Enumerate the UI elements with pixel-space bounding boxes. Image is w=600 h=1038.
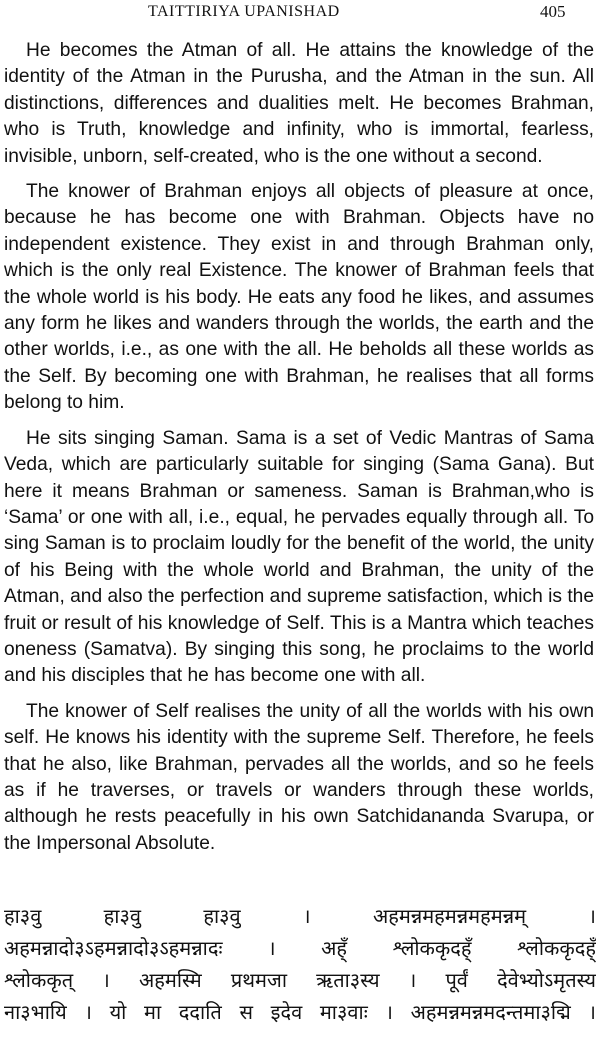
- body-text: [4, 38, 594, 866]
- running-title: TAITTIRIYA UPANISHAD: [148, 3, 340, 20]
- sanskrit-line: हा३वु हा३वु हा३वु । अहमन्नमहमन्नमहमन्नम् ।: [4, 904, 596, 928]
- sanskrit-line: अहमन्नादो३ऽहमन्नादो३ऽहमन्नादः । अह्ँ श्लोककृदह्ँ श्लोककृदह्ँ: [4, 936, 596, 960]
- paragraph-knower-of-self: The knower of Self realises the unity of all the worlds with his own self. He knows his identity with the supreme Self. Therefore, he feels that he also, like Brahman, pervades all the worlds, and so he feels as if he traverses, or travels or wanders through these worlds, although he rests peacefully in his own Satchidananda Svarupa, or the Impersonal Absolute.: [4, 700, 594, 854]
- paragraph-singing-saman: He sits singing Saman. Sama is a set of Vedic Mantras of Sama Veda, which are particularly suitable for singing (Sama Gana). But here it means Brahman or sameness. Saman is Brahman,who is ‘Sama’ or one with all, i.e., equal, he pervades equally through all. To sing Saman is to proclaim loudly for the benefit of the world, the unity of his Being with the whole world and Brahman, the unity of the Atman, and also the perfection and supreme satisfaction, which is the fruit or result of his knowledge of Self. This is a Mantra which teaches oneness (Samatva). By singing this song, he proclaims to the world and his disciples that he has become one with all.: [4, 427, 594, 687]
- sanskrit-line: ना३भायि । यो मा ददाति स इदेव मा३वाः । अहमन्नमन्नमदन्तमा३द्मि ।: [4, 1000, 596, 1024]
- sanskrit-verse: [4, 900, 596, 1028]
- page-number: 405: [540, 2, 566, 21]
- paragraph-knower-of-brahman: The knower of Brahman enjoys all objects of pleasure at once, because he has become one with Brahman. Objects have no independent existence. They exist in and through Brahman only, which is the only real Existence. The knower of Brahman feels that the whole world is his body. He eats any food he likes, and assumes any form he likes and wanders through the worlds, the earth and the other worlds, i.e., as one with the all. He beholds all these worlds as the Self. By becoming one with Brahman, he realises that all forms belong to him.: [4, 181, 594, 414]
- paragraph-atman-of-all: He becomes the Atman of all. He attains the knowledge of the identity of the Atman in the Purusha, and the Atman in the sun. All distinctions, differences and dualities melt. He becomes Brahman, who is Truth, knowledge and infinity, who is immortal, fearless, invisible, unborn, self-created, who is the one without a second.: [4, 40, 594, 167]
- page-header: [0, 0, 600, 26]
- sanskrit-line: श्लोककृत् । अहमस्मि प्रथमजा ऋता३स्य । पूर्वं देवेभ्योऽमृतस्य: [4, 968, 596, 992]
